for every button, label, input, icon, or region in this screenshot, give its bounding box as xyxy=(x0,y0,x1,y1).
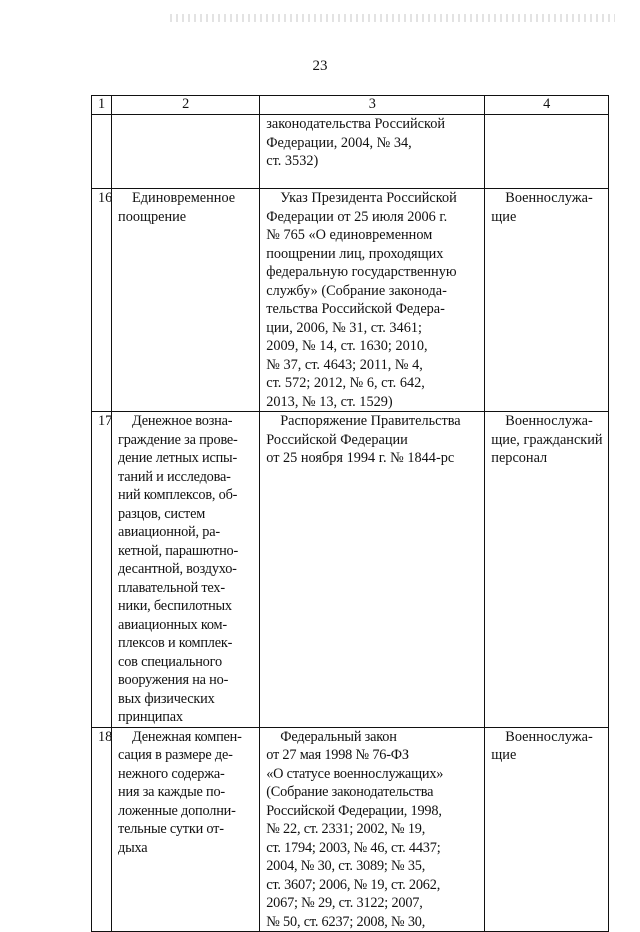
table-row-16 xyxy=(92,189,609,412)
line: федеральную государственную xyxy=(266,264,457,280)
line: вооружения на но- xyxy=(118,672,229,688)
line: персонал xyxy=(491,450,548,466)
line: 2004, № 30, ст. 3089; № 35, xyxy=(266,858,426,874)
cell-legal-basis xyxy=(260,115,485,189)
line: щие xyxy=(491,208,517,225)
cell-recipients xyxy=(485,115,609,189)
cell-recipients xyxy=(485,189,609,412)
line: Российской Федерации, 1998, xyxy=(266,802,442,819)
table-row-17 xyxy=(92,412,609,728)
line: Единовременное xyxy=(132,190,236,206)
line: авиационных ком- xyxy=(118,616,227,633)
line: ники, беспилотных xyxy=(118,598,232,614)
header-col-1: 1 xyxy=(92,96,112,115)
line: № 37, ст. 4643; 2011, № 4, xyxy=(266,356,423,373)
line: ст. 1794; 2003, № 46, ст. 4437; xyxy=(266,839,441,856)
line: ний комплексов, об- xyxy=(118,487,238,503)
table-row-continuation xyxy=(92,115,609,189)
line: ст. 572; 2012, № 6, ст. 642, xyxy=(266,375,425,391)
line: тельства Российской Федера- xyxy=(266,301,445,317)
line: № 22, ст. 2331; 2002, № 19, xyxy=(266,821,426,837)
line: таний и исследова- xyxy=(118,468,231,485)
line: Федеральный закон xyxy=(280,728,397,745)
line: от 25 ноября 1994 г. № 1844-рс xyxy=(266,450,455,466)
header-col-3: 3 xyxy=(260,96,485,115)
line: принципах xyxy=(118,709,183,725)
line: плавательной тех- xyxy=(118,579,225,596)
table-row-18 xyxy=(92,727,609,932)
header-col-4: 4 xyxy=(485,96,609,115)
line: Военнослужа- xyxy=(505,728,593,745)
line: сация в размере де- xyxy=(118,747,233,763)
cell-num: 17 xyxy=(92,412,112,728)
cell-benefit xyxy=(112,115,260,189)
line: ст. 3607; 2006, № 19, ст. 2062, xyxy=(266,876,441,893)
line: Денежное возна- xyxy=(132,413,233,429)
benefits-table xyxy=(91,95,609,932)
line: № 50, ст. 6237; 2008, № 30, xyxy=(266,913,426,930)
line: Федерации от 25 июля 2006 г. xyxy=(266,208,448,225)
cell-benefit xyxy=(112,412,260,728)
line: (Собрание законодательства xyxy=(266,784,434,800)
line: Военнослужа- xyxy=(505,190,593,206)
page-number: 23 xyxy=(312,58,328,74)
line: ния за каждые по- xyxy=(118,784,225,800)
line: ст. 3532) xyxy=(266,153,319,169)
cell-benefit xyxy=(112,727,260,932)
line: вых физических xyxy=(118,690,215,707)
line: 2009, № 14, ст. 1630; 2010, xyxy=(266,338,428,354)
line: граждение за прове- xyxy=(118,431,238,448)
line: ложенные дополни- xyxy=(118,802,236,819)
line: «О статусе военнослужащих» xyxy=(266,765,444,782)
line: дыха xyxy=(118,839,148,856)
line: авиационной, ра- xyxy=(118,524,220,540)
cell-recipients xyxy=(485,727,609,932)
line: законодательства Российской xyxy=(266,116,446,132)
line: Указ Президента Российской xyxy=(280,190,457,206)
table-header-row xyxy=(92,96,609,115)
line: Федерации, 2004, № 34, xyxy=(266,134,412,151)
cell-legal-basis xyxy=(260,412,485,728)
line: дение летных испы- xyxy=(118,450,238,466)
cell-num: 16 xyxy=(92,189,112,412)
cell-legal-basis xyxy=(260,727,485,932)
line: сов специального xyxy=(118,653,222,670)
scan-artifact xyxy=(170,14,615,22)
line: Распоряжение Правительства xyxy=(280,413,461,429)
line: поощрении лиц, проходящих xyxy=(266,245,444,262)
header-col-2: 2 xyxy=(112,96,260,115)
line: десантной, воздухо- xyxy=(118,561,237,577)
line: 2067; № 29, ст. 3122; 2007, xyxy=(266,895,423,911)
line: поощрение xyxy=(118,208,187,225)
line: нежного содержа- xyxy=(118,765,225,782)
line: щие xyxy=(491,747,517,763)
line: № 765 «О единовременном xyxy=(266,227,433,243)
line: ции, 2006, № 31, ст. 3461; xyxy=(266,319,422,336)
line: Военнослужа- xyxy=(505,413,593,429)
cell-num xyxy=(92,115,112,189)
line: Российской Федерации xyxy=(266,431,408,448)
line: тельные сутки от- xyxy=(118,821,224,837)
cell-legal-basis xyxy=(260,189,485,412)
line: Денежная компен- xyxy=(132,728,242,745)
line: кетной, парашютно- xyxy=(118,542,239,559)
cell-recipients xyxy=(485,412,609,728)
cell-num: 18 xyxy=(92,727,112,932)
line: 2013, № 13, ст. 1529) xyxy=(266,393,393,410)
line: щие, гражданский xyxy=(491,431,603,448)
line: от 27 мая 1998 № 76-ФЗ xyxy=(266,747,409,763)
cell-benefit xyxy=(112,189,260,412)
line: плексов и комплек- xyxy=(118,635,233,651)
line: службу» (Собрание законода- xyxy=(266,282,447,299)
line: разцов, систем xyxy=(118,505,206,522)
